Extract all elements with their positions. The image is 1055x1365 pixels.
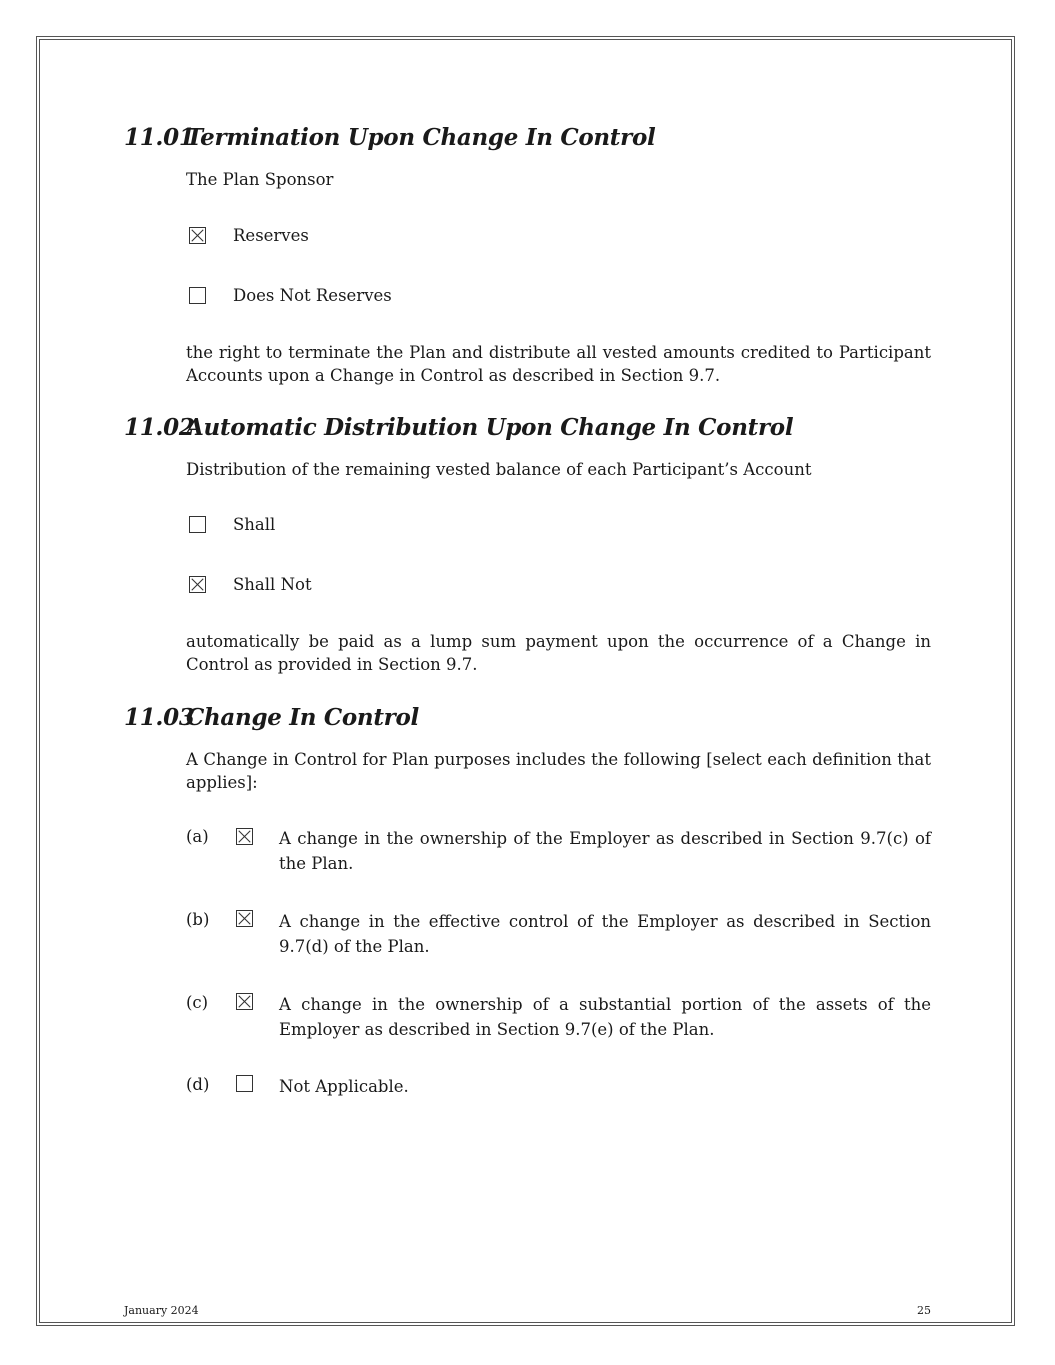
footer-date: January 2024 [124,1304,199,1317]
item-letter: (c) [186,993,209,1012]
item-text: A change in the ownership of a substantial portion of the assets of the Employer as described in Section 9.7(e) of the Plan. [279,995,931,1039]
check-x-icon [237,911,252,926]
section-heading-11-03 [124,704,419,731]
section-heading-11-01 [124,124,655,151]
section-intro: Distribution of the remaining vested balance of each Participant’s Account [186,460,812,479]
item-letter: (d) [186,1075,210,1094]
check-x-icon [190,228,205,243]
checkbox-item-c[interactable] [236,993,253,1010]
section-number: 11.03 [124,704,195,731]
page-number: 25 [917,1304,931,1317]
section-number: 11.01 [124,124,195,151]
section-title: Automatic Distribution Upon Change In Control [186,414,794,441]
section-title: Termination Upon Change In Control [186,124,656,151]
option-label: Shall Not [233,575,312,594]
section-number: 11.02 [124,414,195,441]
check-x-icon [237,994,252,1009]
item-text: A change in the ownership of the Employer as described in Section 9.7(c) of the Plan. [279,829,931,873]
section-title: Change In Control [186,704,419,731]
checkbox-shall-not[interactable] [189,576,206,593]
check-x-icon [237,829,252,844]
section-closing-text: automatically be paid as a lump sum payment upon the occurrence of a Change in Control as provided in Section 9.7. [186,632,931,674]
checkbox-reserves[interactable] [189,227,206,244]
item-text: Not Applicable. [279,1077,409,1096]
section-closing-text: the right to terminate the Plan and distribute all vested amounts credited to Participant Accounts upon a Change in Control as described in Section 9.7. [186,343,931,385]
option-label: Reserves [233,226,309,245]
section-heading-11-02 [124,414,793,441]
section-intro: A Change in Control for Plan purposes includes the following [select each definition that applies]: [186,750,931,792]
option-label: Does Not Reserves [233,286,392,305]
checkbox-does-not-reserves[interactable] [189,287,206,304]
item-text: A change in the effective control of the Employer as described in Section 9.7(d) of the Plan. [279,912,931,956]
check-x-icon [190,577,205,592]
checkbox-item-d[interactable] [236,1075,253,1092]
page-border-inner [39,39,1012,1323]
checkbox-item-b[interactable] [236,910,253,927]
option-label: Shall [233,515,276,534]
item-letter: (a) [186,827,209,846]
item-letter: (b) [186,910,210,929]
checkbox-shall[interactable] [189,516,206,533]
section-intro: The Plan Sponsor [186,170,334,189]
checkbox-item-a[interactable] [236,828,253,845]
